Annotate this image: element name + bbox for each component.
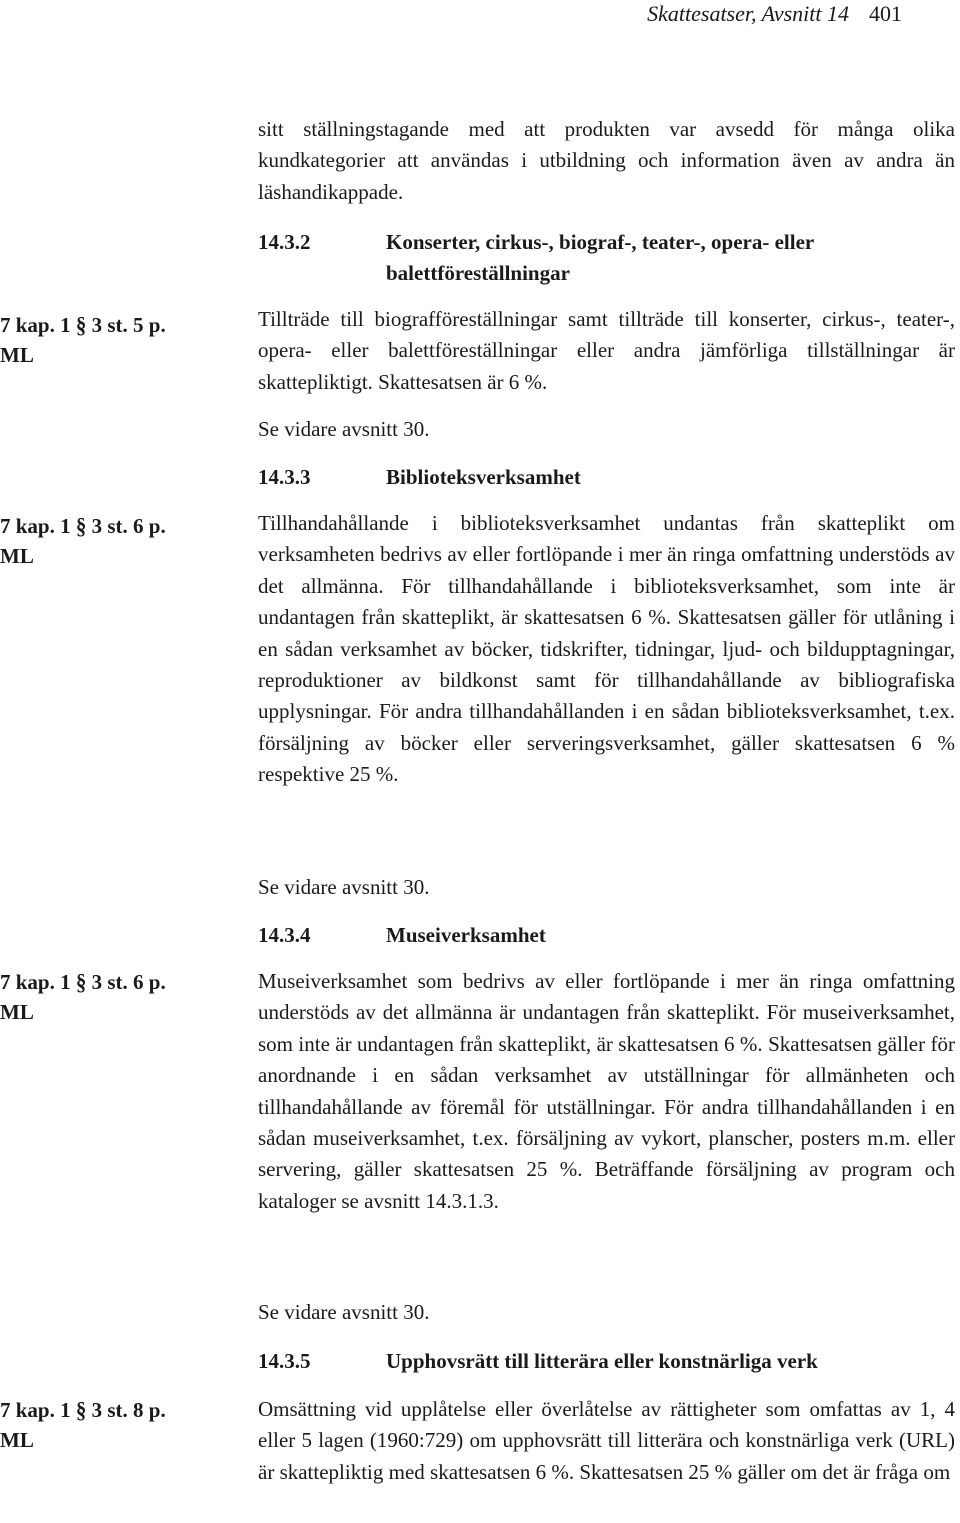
section-number: 14.3.2 — [258, 230, 311, 254]
section-title: Konserter, cirkus-, biograf-, teater-, opera- eller balettföreställningar — [386, 230, 814, 285]
margin-ref-chapter: 7 kap. 1 — [0, 970, 71, 994]
section-number: 14.3.4 — [258, 923, 311, 947]
margin-ref-chapter: 7 kap. 1 — [0, 313, 71, 337]
margin-ref-paragraph: 3 st. 8 p. — [91, 1398, 166, 1422]
margin-ref-paragraph: 3 st. 6 p. — [91, 514, 166, 538]
margin-reference — [0, 1395, 230, 1455]
section-sign-icon: § — [75, 311, 87, 339]
intro-paragraph: sitt ställningstagande med att produkten var avsedd för många olika kundkategorier att användas i utbildning och information även av andra än läshandikappade. — [258, 117, 955, 204]
running-header — [647, 0, 902, 28]
margin-ref-law: ML — [0, 544, 34, 568]
section-paragraph: Museiverksamhet som bedrivs av eller fortlöpande i mer än ringa omfattning understöds av det allmänna är undantagen från skatteplikt. För museiverksamhet, som inte är undantagen från skatteplikt, är skattesatsen 6 %. Skattesatsen gäller för anordnande i en sådan verksamhet av utställningar för allmänheten och tillhandahållande av föremål för utställningar. För andra tillhandahållanden i en sådan museiverksamhet, t.ex. försäljning av vykort, planscher, posters m.m. eller servering, gäller skattesatsen 25 %. Beträffande försäljning av program och kataloger se avsnitt 14.3.1.3. — [258, 969, 955, 1213]
margin-ref-law: ML — [0, 1000, 34, 1024]
margin-ref-paragraph: 3 st. 6 p. — [91, 970, 166, 994]
margin-ref-law: ML — [0, 1428, 34, 1452]
margin-reference — [0, 511, 230, 571]
section-number: 14.3.3 — [258, 465, 311, 489]
section-number: 14.3.5 — [258, 1349, 311, 1373]
section-heading-14-3-2 — [258, 227, 955, 289]
page-number: 401 — [869, 1, 902, 26]
margin-ref-chapter: 7 kap. 1 — [0, 1398, 71, 1422]
section-paragraph: Omsättning vid upplåtelse eller överlåtelse av rättigheter som omfattas av 1, 4 eller 5 lagen (1960:729) om upphovsrätt till litterära och konstnärliga verk (URL) är skattepliktig med skattesatsen 6 %. Skattesatsen 25 % gäller om det är fråga om — [258, 1397, 955, 1484]
section-heading-14-3-3 — [258, 462, 955, 493]
section-heading-14-3-4 — [258, 920, 955, 951]
section-title: Biblioteksverksamhet — [386, 465, 581, 489]
see-more-reference: Se vidare avsnitt 30. — [258, 1300, 430, 1324]
section-paragraph: Tillträde till biografföreställningar samt tillträde till konserter, cirkus-, teater-, opera- eller balettföreställningar eller andra jämförliga tillställningar är skattepliktigt. Skattesatsen är 6 %. — [258, 307, 955, 394]
running-title: Skattesatser, Avsnitt 14 — [647, 1, 849, 26]
section-sign-icon: § — [75, 512, 87, 540]
see-more-reference: Se vidare avsnitt 30. — [258, 875, 430, 899]
section-paragraph: Tillhandahållande i biblioteksverksamhet undantas från skatteplikt om verksamheten bedrivs av eller fortlöpande i mer än ringa omfattning understöds av det allmänna. För tillhandahållande i biblioteksverksamhet, som inte är undantagen från skatteplikt, är skattesatsen 6 %. Skattesatsen gäller för utlåning i en sådan verksamhet av böcker, tidskrifter, tidningar, ljud- och bildupptagningar, reproduktioner av bildkonst samt för tillhandahållande av bibliografiska upplysningar. För andra tillhandahållanden i en sådan biblioteksverksamhet, t.ex. försäljning av böcker eller serveringsverksamhet, gäller skattesatsen 6 % respektive 25 %. — [258, 511, 955, 787]
section-title: Upphovsrätt till litterära eller konstnärliga verk — [386, 1349, 818, 1373]
margin-reference — [0, 310, 230, 370]
margin-ref-chapter: 7 kap. 1 — [0, 514, 71, 538]
margin-reference — [0, 967, 230, 1027]
margin-ref-paragraph: 3 st. 5 p. — [91, 313, 166, 337]
section-title: Museiverksamhet — [386, 923, 546, 947]
section-heading-14-3-5 — [258, 1346, 955, 1377]
section-sign-icon: § — [75, 1396, 87, 1424]
margin-ref-law: ML — [0, 343, 34, 367]
see-more-reference: Se vidare avsnitt 30. — [258, 417, 430, 441]
section-sign-icon: § — [75, 968, 87, 996]
